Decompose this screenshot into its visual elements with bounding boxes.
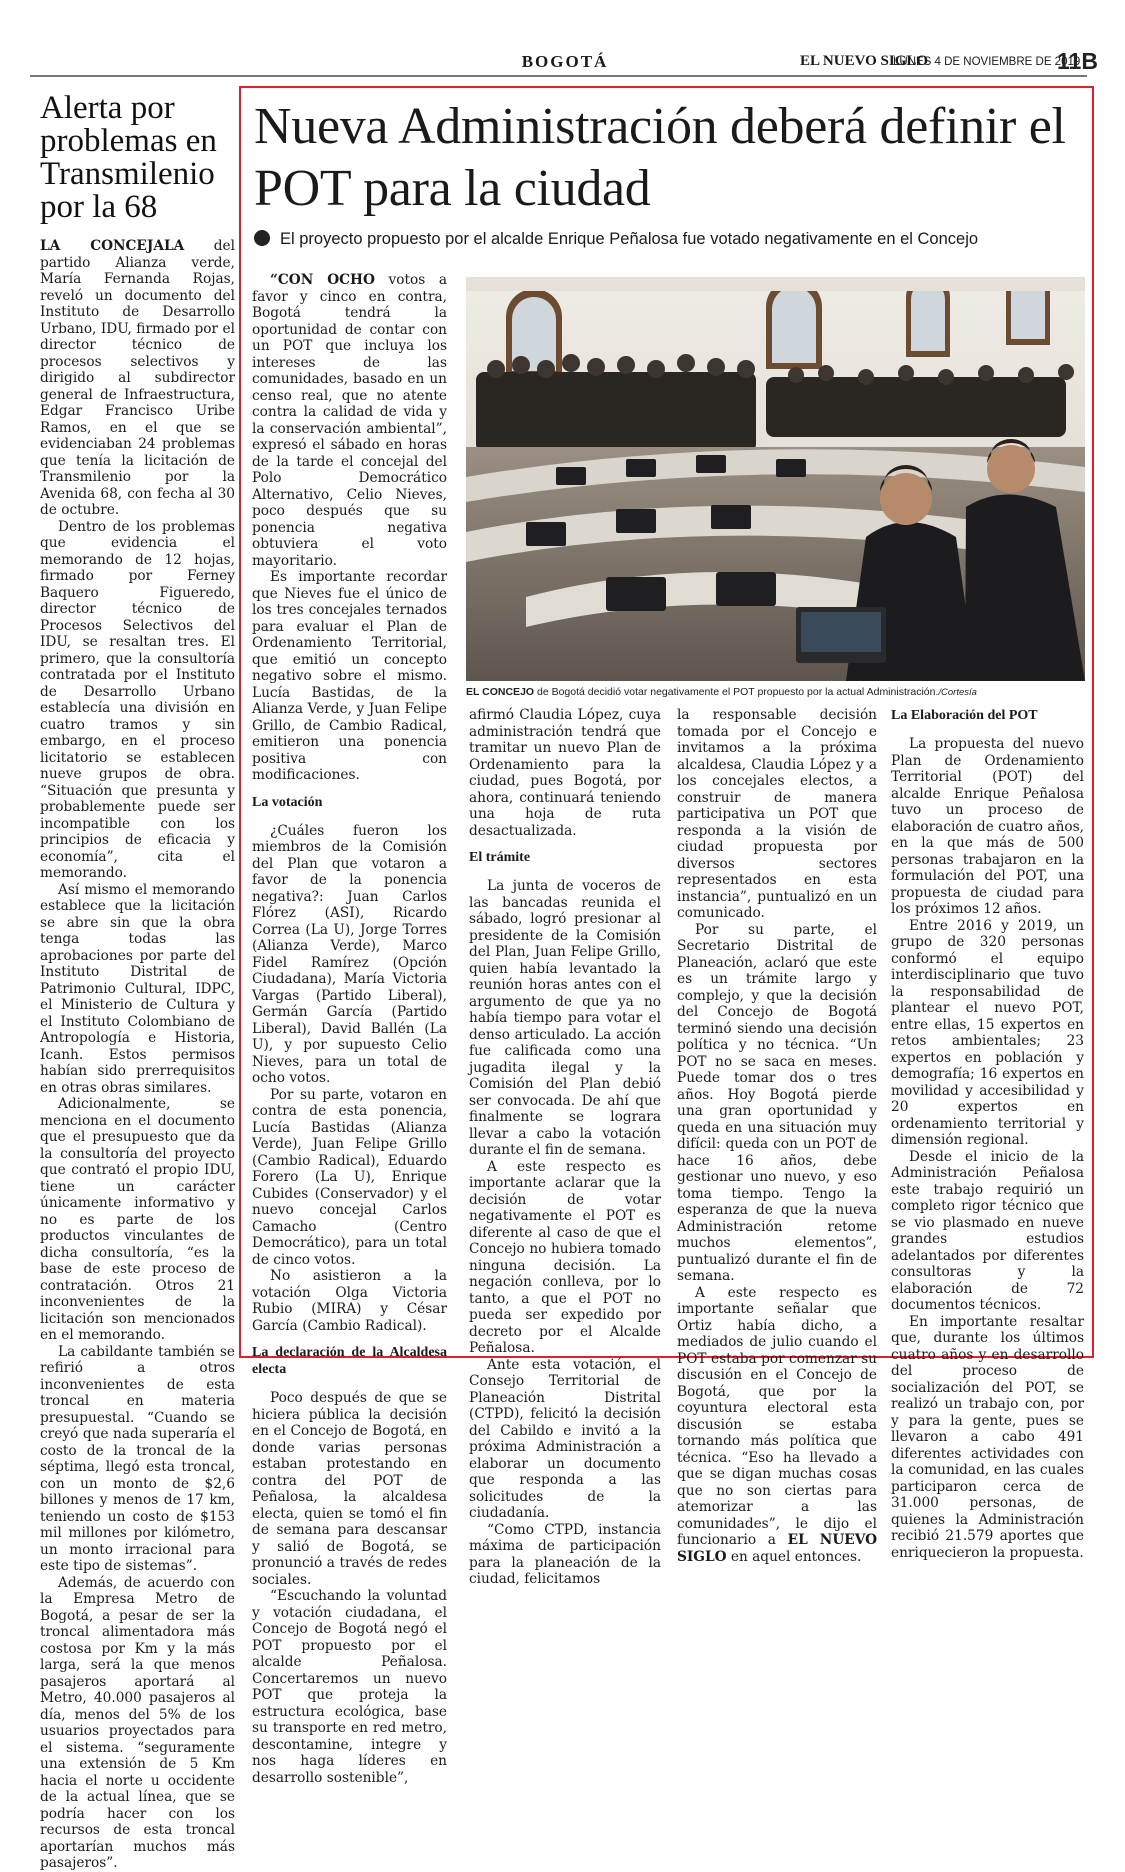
article-paragraph: “Escuchando la voluntad y votación ciudadana, el Concejo de Bogotá negó el POT propuesto por el alcalde Peñalosa. Concertaremos un nuevo POT que proteja la estructura ecológica, base su transporte en red metro, descontamine, integre y nos haga líderes en desarrollo sostenible”, [252, 1588, 447, 1786]
subhead-text: El proyecto propuesto por el alcalde Enrique Peñalosa fue votado negativamente en el Concejo [280, 230, 979, 248]
photo-credit: /Cortesía [938, 687, 977, 698]
article-paragraph: Poco después de que se hiciera pública la decisión en el Concejo de Bogotá, en donde varias personas estaban protestando en contra del POT de Peñalosa, la alcaldesa electa, quien se tomó el fin de semana para descansar y salió de Bogotá, se pronunció a través de redes sociales. [252, 1390, 447, 1588]
sidebar-headline: Alerta por problemas en Transmilenio por la 68 [40, 90, 217, 225]
article-paragraph: ¿Cuáles fueron los miembros de la Comisión del Plan que votaron a favor de la ponencia negativa?: Juan Carlos Flórez (ASI), Ricardo Correa (La U), Jorge Torres (Alianza Verde), Marco Fidel Ramírez (Opción Ciudadana), María Victoria Vargas (Partido Liberal), Germán García (Partido Liberal), David Ballén (La U), y por supuesto Celio Nieves, para un total de ocho votos. [252, 822, 447, 1086]
article-column-2 [469, 707, 661, 1588]
sidebar-paragraph: La cabildante también se refirió a otros inconvenientes de esta troncal en materia presupuestal. “Cuando se creyó que nada superaría el costo de la troncal de la séptima, llegó esta troncal, con un monto de $2,6 billones y menos de 17 km, teniendo un costo de $153 mil millones por kilómetro, un monto irracional para este tipo de sistemas”. [40, 1343, 235, 1574]
article-paragraph: la responsable decisión tomada por el Concejo e invitamos a la próxima alcaldesa, Claudia López y a los concejales electos, a construir de manera participativa un POT que responda a la visión de ciudad propuesta por diversos sectores representados en esta instancia”, puntualizó en un comunicado. [677, 707, 877, 921]
article-paragraph: “CON OCHO votos a favor y cinco en contra, Bogotá tendrá la oportunidad de contar con un POT que incluya los intereses de las comunidades, basado en un censo real, que no atente contra la calidad de vida y la conservación ambiental”, expresó el sábado en horas de la tarde el concejal del Polo Democrático Alternativo, Celio Nieves, poco después que su ponencia negativa obtuviera el voto mayoritario. [252, 272, 447, 569]
sidebar-paragraph: LA CONCEJALA del partido Alianza verde, María Fernanda Rojas, reveló un documento del Instituto de Desarrollo Urbano, IDU, firmado por el director técnico de procesos selectivos y dirigido al subdirector general de Infraestructura, Edgar Francisco Uribe Ramos, en el que se evidenciaban 24 problemas que tenía la licitación de Transmilenio por la Avenida 68, con fecha al 30 de octubre. [40, 238, 235, 518]
article-lead: “CON OCHO [270, 272, 375, 288]
newspaper-name: EL NUEVO SIGLO [677, 1532, 877, 1565]
article-column-3 [677, 707, 877, 1565]
subheading-declaracion: La declaración de la Alcaldesa electa [252, 1345, 447, 1377]
article-paragraph: A este respecto es importante aclarar que la decisión de votar negativamente el POT es diferente al caso de que el Concejo no hubiera tomado ninguna decisión. La negación conlleva, por lo tanto, a que el POT no pueda ser expedido por decreto por el Alcalde Peñalosa. [469, 1158, 661, 1356]
sidebar-paragraph: Dentro de los problemas que evidencia el memorando de 12 hojas, firmado por Ferney Baquero Figueredo, director técnico de Procesos Selectivos del IDU, se resaltan tres. El primero, que la consultoría contratada por el Instituto de Desarrollo Urbano establecía una división en cuatro tramos y sin embargo, en el proceso licitatorio se establecen nueve grupos de obra. “Situación que presunta y probablemente puede ser incompatible con los principios de eficacia y economía”, cita el memorando. [40, 518, 235, 881]
sidebar-paragraph: Además, de acuerdo con la Empresa Metro de Bogotá, a pesar de ser la troncal alimentadora más costosa por Km y la más larga, será la que menos pasajeros aportará al Metro, 40.000 pasajeros al día, menos del 5% de los usuarios proyectados para el sistema. “seguramente una extensión de 5 Km hacia el norte u occidente de la actual línea, que se podría hacer con los recursos de esta troncal aportarían muchos más pasajeros”. [40, 1574, 235, 1871]
section-name: BOGOTÁ [521, 52, 609, 71]
article-paragraph: Desde el inicio de la Administración Peñalosa este trabajo requirió un completo rigor técnico que se vio plasmado en nueve grandes estudios adelantados por diferentes consultoras y la elaboración de 72 documentos técnicos. [891, 1148, 1084, 1313]
article-paragraph: Es importante recordar que Nieves fue el único de los tres concejales ternados para evaluar el Plan de Ordenamiento Territorial, que emitió un concepto negativo sobre el mismo. Lucía Bastidas, de la Alianza Verde, y Juan Felipe Grillo, de Cambio Radical, emitieron una ponencia positiva con modificaciones. [252, 569, 447, 783]
photo-caption: EL CONCEJO de Bogotá decidió votar negativamente el POT propuesto por la actual Administración./Cortesía [466, 686, 977, 698]
page-header [0, 0, 1125, 80]
article-paragraph: La propuesta del nuevo Plan de Ordenamiento Territorial (POT) del alcalde Enrique Peñalosa tuvo un proceso de elaboración de cuatro años, en la que más de 500 personas trabajaron en la formulación del POT, una propuesta de ciudad para los próximos 12 años. [891, 736, 1084, 917]
subheading-votacion: La votación [252, 794, 323, 810]
header-rule [30, 75, 1087, 77]
subheading-elaboracion: La Elaboración del POT [891, 708, 1038, 723]
article-headline: Nueva Administración deberá definir el POT para la ciudad [254, 98, 1066, 217]
sidebar-body [40, 238, 235, 1872]
article-paragraph: “Como CTPD, instancia máxima de participación para la planeación de la ciudad, felicitamos [469, 1521, 661, 1587]
article-subhead [254, 229, 1084, 249]
sidebar-lead: LA CONCEJALA [40, 238, 185, 254]
article-paragraph: A este respecto es importante señalar que Ortiz había dicho, a mediados de julio cuando el POT estaba por comenzar su discusión en el Concejo de Bogotá, que por la coyuntura electoral esta discusión se estaba tornando más política que técnica. “Eso ha llevado a que se digan muchas cosas que no son ciertas para atemorizar a las comunidades”, le dijo el funcionario a EL NUEVO SIGLO en aquel entonces. [677, 1284, 877, 1565]
article-paragraph: Ante esta votación, el Consejo Territorial de Planeación Distrital (CTPD), felicitó la decisión del Cabildo e invitó a la próxima Administración a elaborar un documento que responda a las solicitudes de la ciudadanía. [469, 1356, 661, 1521]
article-paragraph: Por su parte, votaron en contra de esta ponencia, Lucía Bastidas (Alianza Verde), Juan Felipe Grillo (Cambio Radical), Eduardo Forero (La U), Enrique Cubides (Conservador) y el nuevo concejal Carlos Camacho (Centro Democrático), para un total de cinco votos. [252, 1086, 447, 1268]
page-number: 11B [1057, 48, 1098, 74]
publication-date: LUNES 4 DE NOVIEMBRE DE 2019 [893, 56, 1081, 68]
article-paragraph: Entre 2016 y 2019, un grupo de 320 personas conformó el equipo interdisciplinario que tuvo la responsabilidad de plantear el nuevo POT, entre ellas, 15 expertos en retos ambientales; 23 expertos en población y demografía; 16 expertos en movilidad y accesibilidad y 20 expertos en ordenamiento territorial y dimensión regional. [891, 917, 1084, 1148]
article-paragraph: En importante resaltar que, durante los últimos cuatro años y en desarrollo del proceso de socialización del POT, se realizó un trabajo con, por y para la gente, pues se llevaron a cabo 491 diferentes actividades con la comunidad, en las cuales participaron cerca de 31.000 personas, de quienes la Administración recibió 21.579 aportes que enriquecieron la propuesta. [891, 1313, 1084, 1561]
council-session-photo [466, 277, 1085, 681]
article-paragraph: afirmó Claudia López, cuya administración tendrá que tramitar un nuevo Plan de Ordenamiento para la ciudad, pues Bogotá, por ahora, continuará teniendo una hoja de ruta desactualizada. [469, 707, 661, 839]
article-paragraph: La junta de voceros de las bancadas reunida el sábado, logró presionar al presidente de la Comisión del Plan, Juan Felipe Grillo, quien había levantado la reunión horas antes con el argumento de que ya no había tiempo para votar el denso articulado. La acción fue calificada como una jugadita ilegal y la Comisión del Plan debió ser convocada. De ahí que finalmente se lograra llevar a cabo la votación durante el fin de semana. [469, 878, 661, 1158]
article-column-4 [891, 707, 1084, 1561]
article-column-1 [252, 272, 447, 1786]
bullet-icon [254, 230, 270, 246]
article-paragraph: Por su parte, el Secretario Distrital de Planeación, aclaró que este es un trámite largo y complejo, y que la decisión del Concejo de Bogotá terminó siendo una decisión política y no técnica. “Un POT no se saca en meses. Puede tomar dos o tres años. Hoy Bogotá pierde una gran oportunidad y queda en una situación muy difícil: queda con un POT de hace 16 años, debe gestionar uno nuevo, y eso toma tiempo. Tengo la esperanza de que la nueva Administración retome muchos elementos”, puntualizó durante el fin de semana. [677, 921, 877, 1284]
article-paragraph: No asistieron a la votación Olga Victoria Rubio (MIRA) y César García (Cambio Radical). [252, 1268, 447, 1334]
subheading-tramite: El trámite [469, 850, 531, 865]
sidebar-paragraph: Así mismo el memorando establece que la licitación se abre sin que la obra tenga todas las aprobaciones por parte del Instituto Distrital de Patrimonio Cultural, IDPC, el Ministerio de Cultura y el Instituto Colombiano de Antropología e Historia, Icanh. Estos permisos habían sido prerrequisitos en otras obras similares. [40, 881, 235, 1096]
masthead: EL NUEVO SIGLO [800, 53, 929, 69]
sidebar-paragraph: Adicionalmente, se menciona en el documento que el presupuesto que da la consultoría del proyecto que contrató el propio IDU, tiene un carácter únicamente informativo y no es parte de los productos vinculantes de dicha consultoría, “es la base de este proceso de contratación. Otros 21 inconvenientes de la licitación son mencionados en el memorando. [40, 1096, 235, 1343]
